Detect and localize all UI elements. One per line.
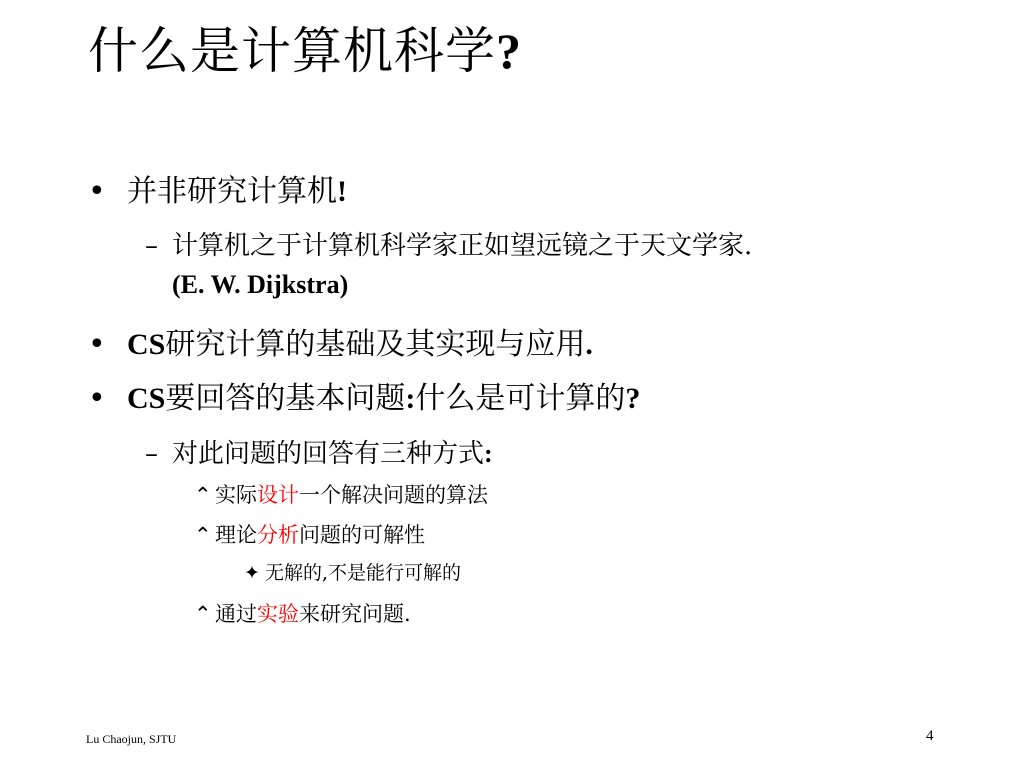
dash-marker: – — [145, 439, 158, 469]
bullet-1-sub-line-2: (E. W. Dijkstra) — [172, 270, 349, 299]
bullet-3-sub-1-punct: : — [484, 439, 493, 468]
bullet-3-colon: : — [405, 382, 416, 415]
bullet-1-text: 并非研究计算机 — [127, 174, 337, 209]
method-item-highlight: 设计 — [257, 483, 299, 507]
caret-bullet-icon: ⌃ — [194, 523, 212, 547]
bullet-3-sub-1 — [172, 441, 493, 467]
method-item-experiment — [215, 604, 411, 625]
bullet-1-sub-line-1: 计算机之于计算机科学家正如望远镜之于天文学家. — [172, 231, 753, 261]
bullet-3-text-2: 什么是可计算的 — [415, 381, 626, 416]
dash-marker: – — [145, 231, 158, 261]
method-item-after: 来研究问题. — [299, 602, 411, 626]
title-question-mark: ? — [496, 23, 522, 79]
bullet-3-punct: ? — [625, 382, 641, 415]
bullet-2 — [127, 327, 593, 362]
bullet-3 — [127, 381, 641, 416]
bullet-marker: • — [88, 381, 106, 416]
bullet-2-text: 研究计算的基础及其实现与应用 — [165, 327, 586, 362]
bullet-2-punct: . — [585, 328, 593, 361]
unsolvable-note: 无解的,不是能行可解的 — [265, 562, 462, 584]
method-item-before: 理论 — [215, 523, 257, 547]
bullet-2-prefix: CS — [127, 328, 166, 361]
bullet-1-punct: ! — [337, 175, 347, 208]
caret-bullet-icon: ⌃ — [194, 483, 212, 507]
bullet-3-sub-1-text: 对此问题的回答有三种方式 — [172, 439, 485, 469]
method-item-after: 一个解决问题的算法 — [299, 483, 488, 507]
method-item-before: 通过 — [215, 602, 257, 626]
page-number: 4 — [926, 728, 934, 744]
method-item-highlight: 实验 — [257, 602, 299, 626]
footer-author: Lu Chaojun, SJTU — [86, 732, 177, 746]
method-item-analysis — [215, 525, 425, 546]
caret-bullet-icon: ⌃ — [194, 602, 212, 626]
title-text: 什么是计算机科学 — [88, 22, 496, 80]
bullet-marker: • — [88, 327, 106, 362]
method-item-highlight: 分析 — [257, 523, 299, 547]
slide-title — [88, 22, 522, 80]
method-item-design — [215, 485, 488, 506]
bullet-1 — [127, 174, 347, 209]
method-item-before: 实际 — [215, 483, 257, 507]
bullet-3-prefix: CS — [127, 382, 166, 415]
star-bullet-icon: ✦ — [244, 562, 260, 584]
method-item-after: 问题的可解性 — [299, 523, 425, 547]
bullet-marker: • — [88, 174, 106, 209]
bullet-3-text: 要回答的基本问题 — [165, 381, 406, 416]
